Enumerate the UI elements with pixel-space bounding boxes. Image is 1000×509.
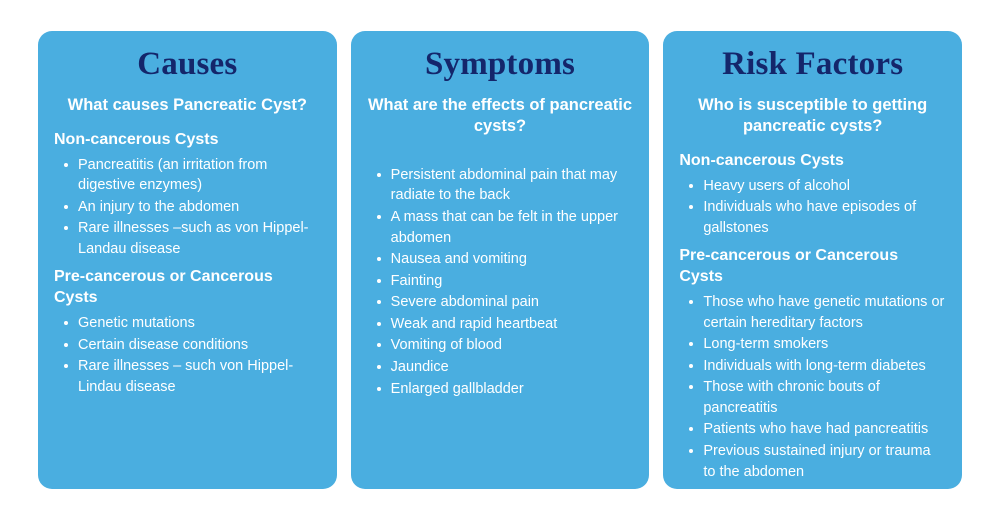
list-item: Pancreatitis (an irritation from digestive enzymes) <box>60 155 321 196</box>
list-precancerous-risk <box>679 292 946 482</box>
spacer <box>367 151 634 165</box>
list-precancerous-causes <box>54 313 321 397</box>
list-item: Long-term smokers <box>685 334 946 355</box>
list-item: Enlarged gallbladder <box>373 379 634 400</box>
list-non-cancerous-risk <box>679 176 946 239</box>
card-subtitle-symptoms: What are the effects of pancreatic cysts? <box>367 95 633 135</box>
section-heading-non-cancerous-causes: Non-cancerous Cysts <box>54 130 219 148</box>
card-subtitle-causes: What causes Pancreatic Cyst? <box>67 95 308 114</box>
list-item: Those with chronic bouts of pancreatitis <box>685 377 946 418</box>
list-symptoms <box>367 165 634 399</box>
list-item: A mass that can be felt in the upper abdomen <box>373 207 634 248</box>
list-item: Individuals with long-term diabetes <box>685 356 946 377</box>
list-item: Severe abdominal pain <box>373 292 634 313</box>
card-title-symptoms: Symptoms <box>424 46 576 82</box>
card-symptoms <box>351 31 650 489</box>
list-item: Certain disease conditions <box>60 335 321 356</box>
section-heading-non-cancerous-risk: Non-cancerous Cysts <box>679 151 844 169</box>
list-item: An injury to the abdomen <box>60 197 321 218</box>
list-item: Nausea and vomiting <box>373 249 634 270</box>
card-risk-factors <box>663 31 962 489</box>
list-item: Previous sustained injury or trauma to the abdomen <box>685 441 946 482</box>
list-item: Vomiting of blood <box>373 335 634 356</box>
list-item: Rare illnesses – such von Hippel-Lindau disease <box>60 356 321 397</box>
list-item: Jaundice <box>373 357 634 378</box>
list-item: Individuals who have episodes of gallstones <box>685 197 946 238</box>
list-item: Genetic mutations <box>60 313 321 334</box>
list-item: Fainting <box>373 271 634 292</box>
list-item: Persistent abdominal pain that may radiate to the back <box>373 165 634 206</box>
list-item: Patients who have had pancreatitis <box>685 419 946 440</box>
section-heading-precancerous-risk: Pre-cancerous or Cancerous Cysts <box>679 247 899 286</box>
card-causes <box>38 31 337 489</box>
card-title-risk-factors: Risk Factors <box>722 46 904 82</box>
section-heading-precancerous-causes: Pre-cancerous or Cancerous Cysts <box>54 268 273 307</box>
list-item: Weak and rapid heartbeat <box>373 314 634 335</box>
list-item: Heavy users of alcohol <box>685 176 946 197</box>
list-non-cancerous-causes <box>54 155 321 260</box>
card-subtitle-risk-factors: Who is susceptible to getting pancreatic cysts? <box>698 95 928 135</box>
list-item: Those who have genetic mutations or certain hereditary factors <box>685 292 946 333</box>
list-item: Rare illnesses –such as von Hippel-Landau disease <box>60 218 321 259</box>
card-title-causes: Causes <box>137 46 238 82</box>
